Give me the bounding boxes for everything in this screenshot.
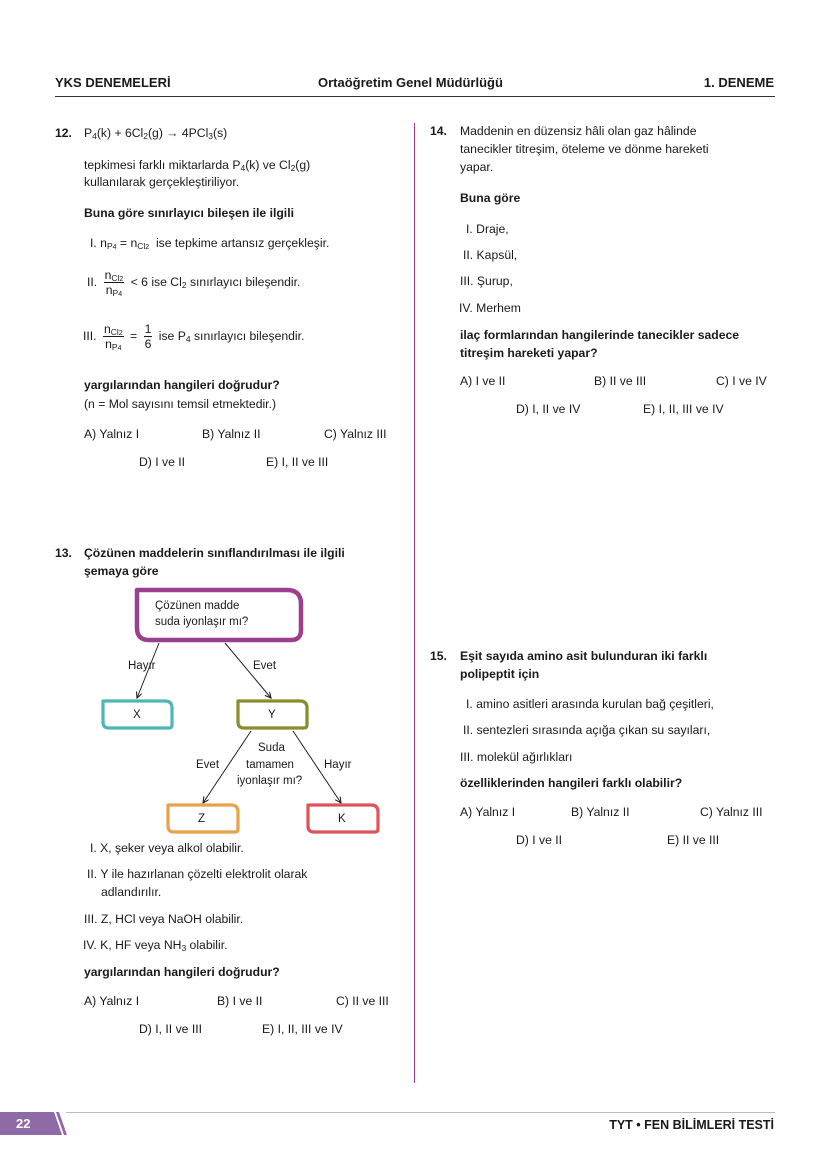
- q15-item-1: I. amino asitleri arasında kurulan bağ çeşitleri,: [466, 697, 714, 711]
- q13-number: 13.: [55, 546, 72, 560]
- q15-option-b[interactable]: B) Yalnız II: [571, 805, 630, 819]
- q12-number: 12.: [55, 126, 72, 140]
- footer-title: TYT • FEN BİLİMLERİ TESTİ: [609, 1118, 774, 1132]
- q14-stem-line3: yapar.: [460, 160, 494, 174]
- q12-option-d[interactable]: D) I ve II: [139, 455, 186, 469]
- q15-option-d[interactable]: D) I ve II: [516, 833, 563, 847]
- q12-statement-3: III. $\frac{n_{Cl2}}{n_{P4}}$ = $\frac{1}{6}$ ise $P_4$ sınırlayıcı bileşendir.: [83, 322, 305, 353]
- q14-stem-line1: Maddenin en düzensiz hâli olan gaz hâlinde: [460, 124, 697, 138]
- q15-stem-line2: polipeptit için: [460, 667, 540, 681]
- q14-question-line2: titreşim hareketi yapar?: [460, 346, 598, 360]
- q14-item-2: II. Kapsül,: [463, 248, 518, 262]
- q13-option-e[interactable]: E) I, II, III ve IV: [262, 1022, 343, 1036]
- q13-statement-2-line1: II. Y ile hazırlanan çözelti elektrolit olarak: [87, 867, 308, 881]
- q14-item-4: IV. Merhem: [459, 301, 521, 315]
- q15-number: 15.: [430, 649, 447, 663]
- q13-statement-1: I. X, şeker veya alkol olabilir.: [90, 841, 244, 855]
- q12-fraction-2: $\frac{n_{Cl2}}{n_{P4}}$: [104, 268, 124, 299]
- diagram-question-line3: iyonlaşır mı?: [237, 775, 303, 787]
- footer-rule: [66, 1112, 775, 1113]
- header-series: YKS DENEMELERİ: [55, 75, 171, 90]
- diagram-z-label: Z: [198, 813, 206, 825]
- q13-option-d[interactable]: D) I, II ve III: [139, 1022, 202, 1036]
- q14-option-e[interactable]: E) I, II, III ve IV: [643, 402, 724, 416]
- q15-question: özelliklerinden hangileri farklı olabilir?: [460, 776, 683, 790]
- diagram-question-line1: Suda: [258, 742, 285, 754]
- q13-statement-4: IV. K, HF veya $NH_3$ olabilir.: [83, 938, 228, 953]
- q13-option-b[interactable]: B) I ve II: [217, 994, 263, 1008]
- q14-item-3: III. Şurup,: [460, 274, 513, 288]
- q13-statement-2-line2: adlandırılır.: [101, 885, 162, 899]
- q14-option-b[interactable]: B) II ve III: [594, 374, 647, 388]
- q15-option-a[interactable]: A) Yalnız I: [460, 805, 516, 819]
- q15-option-e[interactable]: E) II ve III: [667, 833, 720, 847]
- q12-note: (n = Mol sayısını temsil etmektedir.): [84, 397, 277, 411]
- q13-statement-3: III. Z, HCl veya NaOH olabilir.: [84, 912, 244, 926]
- q14-option-d[interactable]: D) I, II ve IV: [516, 402, 581, 416]
- header-institution: Ortaöğretim Genel Müdürlüğü: [318, 75, 503, 90]
- page-number: 22: [0, 1112, 54, 1135]
- diagram-label-no: Hayır: [128, 660, 156, 672]
- diagram-question-line2: tamamen: [246, 759, 294, 771]
- q14-number: 14.: [430, 124, 447, 138]
- q12-stem-line1: tepkimesi farklı miktarlarda $P_4(k)$ ve $Cl_2(g)$: [84, 158, 311, 173]
- q12-option-b[interactable]: B) Yalnız II: [202, 427, 261, 441]
- q13-option-a[interactable]: A) Yalnız I: [84, 994, 140, 1008]
- q13-title-line1: Çözünen maddelerin sınıflandırılması ile ilgili: [84, 546, 345, 560]
- q13-question: yargılarından hangileri doğrudur?: [84, 965, 280, 979]
- diagram-label-yes-2: Evet: [196, 759, 220, 771]
- q14-option-c[interactable]: C) I ve IV: [716, 374, 767, 388]
- q15-stem-line1: Eşit sayıda amino asit bulunduran iki farklı: [460, 649, 708, 663]
- q12-option-a[interactable]: A) Yalnız I: [84, 427, 140, 441]
- q12-stem-line2: kullanılarak gerçekleştiriliyor.: [84, 175, 240, 189]
- column-divider: [414, 123, 415, 1083]
- diagram-y-label: Y: [268, 709, 276, 721]
- q12-fraction-one-sixth: $\frac{1}{6}$: [144, 322, 152, 352]
- q15-item-3: III. molekül ağırlıkları: [460, 750, 573, 764]
- q14-question-line1: ilaç formlarından hangilerinde tanecikler sadece: [460, 328, 740, 342]
- q13-option-c[interactable]: C) II ve III: [336, 994, 389, 1008]
- q12-statement-2: II. $\frac{n_{Cl2}}{n_{P4}}$ < 6 ise $Cl_2$ sınırlayıcı bileşendir.: [87, 268, 301, 299]
- q14-option-a[interactable]: A) I ve II: [460, 374, 506, 388]
- q14-stem-line2: tanecikler titreşim, öteleme ve dönme hareketi: [460, 142, 709, 156]
- diagram-label-yes: Evet: [253, 660, 277, 672]
- q12-fraction-3: $\frac{n_{Cl2}}{n_{P4}}$: [103, 322, 123, 353]
- q12-option-e[interactable]: E) I, II ve III: [266, 455, 329, 469]
- header-rule: [55, 96, 775, 97]
- q13-title-line2: şemaya göre: [84, 564, 159, 578]
- diagram-top-line2: suda iyonlaşır mı?: [155, 616, 249, 628]
- footer-slash-decoration: [46, 1112, 68, 1135]
- diagram-top-line1: Çözünen madde: [155, 600, 240, 612]
- header-exam: 1. DENEME: [703, 75, 774, 90]
- q12-prompt: Buna göre sınırlayıcı bileşen ile ilgili: [84, 206, 294, 220]
- diagram-x-label: X: [133, 709, 141, 721]
- diagram-label-no-2: Hayır: [324, 759, 352, 771]
- q14-prompt: Buna göre: [460, 191, 521, 205]
- q15-item-2: II. sentezleri sırasında açığa çıkan su sayıları,: [463, 723, 711, 737]
- q12-question: yargılarından hangileri doğrudur?: [84, 378, 280, 392]
- q12-statement-1: I. $n_{P4} = n_{Cl2}$ ise tepkime artansız gerçekleşir.: [90, 236, 330, 251]
- diagram-k-label: K: [338, 813, 346, 825]
- q14-item-1: I. Draje,: [466, 222, 509, 236]
- q12-option-c[interactable]: C) Yalnız III: [324, 427, 387, 441]
- q12-equation: $P_4(k) + 6Cl_2(g) \to 4PCl_3(s)$: [84, 126, 228, 141]
- q15-option-c[interactable]: C) Yalnız III: [700, 805, 763, 819]
